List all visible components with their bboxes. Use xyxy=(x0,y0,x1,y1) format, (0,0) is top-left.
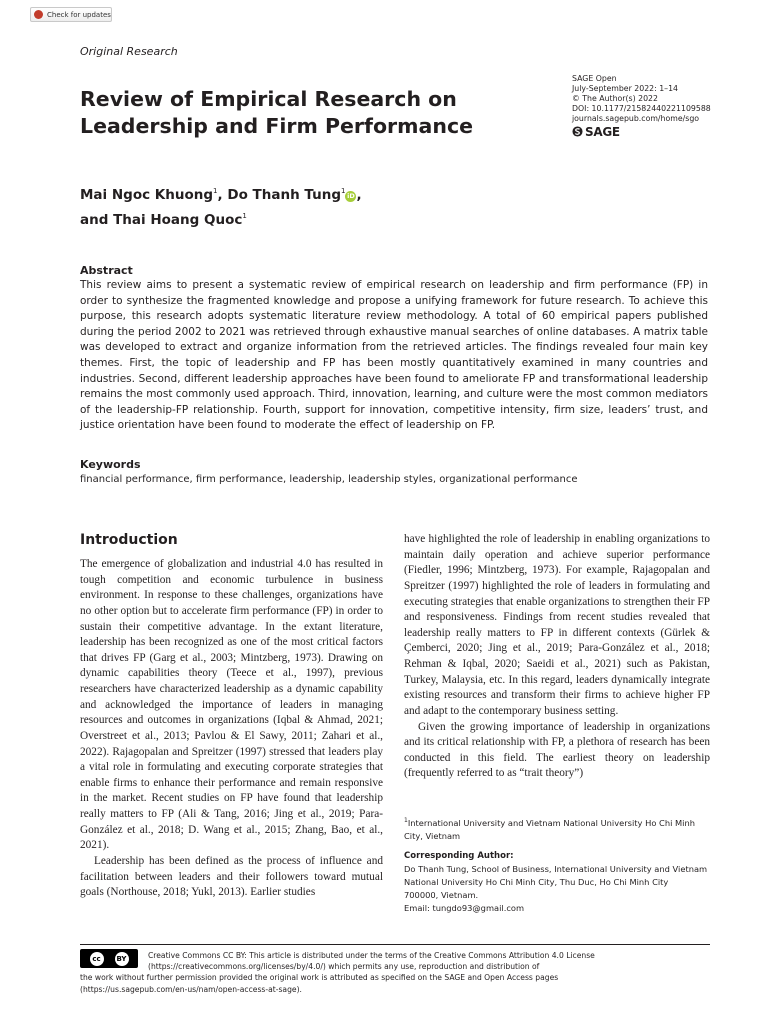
author-list: Mai Ngoc Khuong$^1$, Do Thanh Tung$^1$iD , and Thai Hoang Quoc$^1$ xyxy=(80,187,362,228)
affiliation-marker: 1 xyxy=(242,212,247,220)
creative-commons-icon: cc xyxy=(90,952,104,966)
corresponding-author-email[interactable]: Email: tungdo93@gmail.com xyxy=(404,903,525,913)
keywords-heading: Keywords xyxy=(80,458,141,471)
sage-logo-text: SAGE xyxy=(585,124,620,139)
abstract-text: This review aims to present a systematic review of empirical research on leadership and firm performance (FP) in order to synthesize the fragmented knowledge and propose a unifying framework for future research. To achieve this purpose, this research adopts systematic literature review methodology. A total of 60 empirical papers published during the period 2002 to 2021 was retrieved through exhaustive manual searches of online databases. A matrix table was developed to extract and organize information from the retrieved articles. The findings revealed four main key themes. First, the topic of leadership and FP has been mostly quantitatively examined in many countries and industries. Second, different leadership approaches have been found to ameliorate FP and transformational leadership remains the most commonly used approach. Third, innovation, learning, and culture were the most common mediators of the leadership-FP relationship. Fourth, support for innovation, competitive intensity, firm size, leaders’ trust, and justice orientation have been found to moderate the effect of leadership on FP. xyxy=(80,279,708,432)
license-line[interactable]: (https://creativecommons.org/licenses/by/4.0/) which permits any use, reproduction and distribution of xyxy=(148,962,540,972)
article-title xyxy=(80,86,500,140)
author-conjunction: and xyxy=(80,212,109,228)
corresponding-author-line: National University Ho Chi Minh City, Thu Duc, Ho Chi Minh City xyxy=(404,877,669,887)
affiliation-marker: 1 xyxy=(341,187,346,195)
affiliation-footnote xyxy=(404,815,710,842)
title-line-1: Review of Empirical Research on xyxy=(80,87,457,111)
corresponding-author-details xyxy=(404,863,710,915)
article-type-label: Original Research xyxy=(80,45,178,58)
affiliation-text: International University and Vietnam National University Ho Chi Minh City, Vietnam xyxy=(404,818,696,841)
body-paragraph: have highlighted the role of leadership in enabling organizations to maintain daily operation and achieve superior performance (Fiedler, 1996; Mintzberg, 1973). For example, Rajagopalan and Spreitzer (1997) highlighted the role of leaders in formulating and executing strategies that enable organizations to strengthen their FP and responsiveness. Findings from recent studies revealed that leadership really matters to FP in different contexts (Gürlek & Çemberci, 2020; Jing et al., 2019; Para-González et al., 2018; Rehman & Iqbal, 2020; Saeidi et al., 2021) such as Pakistan, Turkey, Malaysia, etc. In this regard, leaders dynamically integrate existing resources and transform their firms to achieve higher FP and adapt to the contemporary business setting. xyxy=(404,533,710,717)
doi[interactable]: DOI: 10.1177/21582440221109588 xyxy=(572,104,711,113)
orcid-icon[interactable]: iD xyxy=(347,192,355,200)
check-for-updates-button[interactable] xyxy=(30,7,112,22)
license-line[interactable]: (https://us.sagepub.com/en-us/nam/open-access-at-sage). xyxy=(80,984,302,994)
license-line: the work without further permission provided the original work is attributed as specified on the SAGE and Open Access pages xyxy=(80,973,559,983)
journal-info xyxy=(572,74,711,137)
title-line-2: Leadership and Firm Performance xyxy=(80,114,473,138)
corresponding-author-line: 700000, Vietnam. xyxy=(404,890,479,900)
affiliation-marker: 1 xyxy=(213,187,218,195)
footer-divider xyxy=(80,944,710,945)
introduction-heading: Introduction xyxy=(80,532,178,548)
abstract-heading: Abstract xyxy=(80,264,133,277)
update-badge-icon xyxy=(34,10,43,19)
body-paragraph: The emergence of globalization and industrial 4.0 has resulted in tough competition and economic turbulence in business environment. In response to these challenges, organizations have no other option but to accelerate firm performance (FP) in order to sustain their competitive advantage. In the extant literature, leadership has been recognized as one of the most critical factors that drives FP (Garg et al., 2003; Mintzberg, 1973). Drawing on dynamic capabilities theory (Teece et al., 1997), previous researchers have characterized leadership as a dynamic capability and acknowledged the importance of leaders in managing resources and outcomes in organizations (Iqbal & Ahmad, 2021; Overstreet et al., 2013; Pavlou & El Sawy, 2011; Zahari et al., 2022). Rajagopalan and Spreitzer (1997) stressed that leaders play a vital role in formulating and executing corporate strategies that enable firms to enhance their performance and remain responsive in the market. Recent studies on FP have found that leadership really matters to FP (Ali & Tang, 2016; Jing et al., 2019; Para-González et al., 2018; D. Wang et al., 2015; Zhang, Bao, et al., 2021). xyxy=(80,558,383,852)
author-name: Mai Ngoc Khuong xyxy=(80,187,214,203)
body-paragraph: Given the growing importance of leadership in organizations and its critical relationship with FP, a plethora of research has been conducted in this field. The earliest theory on leadership (frequently referred to as “trait theory”) xyxy=(404,720,710,780)
journal-url[interactable]: journals.sagepub.com/home/sgo xyxy=(572,114,700,123)
license-text xyxy=(80,950,720,995)
corresponding-author-line: Do Thanh Tung, School of Business, International University and Vietnam xyxy=(404,864,708,874)
corresponding-author-heading: Corresponding Author: xyxy=(404,851,514,861)
attribution-icon: BY xyxy=(115,952,129,966)
journal-name: SAGE Open xyxy=(572,74,617,83)
author-name: Do Thanh Tung xyxy=(227,187,342,203)
sage-logo-icon xyxy=(572,126,583,137)
body-column-right xyxy=(404,532,710,782)
body-column-left xyxy=(80,557,383,901)
author-name: Thai Hoang Quoc xyxy=(113,212,243,228)
keywords-text: financial performance, firm performance, leadership, leadership styles, organizational performance xyxy=(80,474,578,485)
footnote-marker: 1 xyxy=(404,817,408,824)
license-line: Creative Commons CC BY: This article is distributed under the terms of the Creative Commons Attribution 4.0 License xyxy=(148,951,595,960)
body-paragraph: Leadership has been defined as the process of influence and facilitation between leaders and their followers toward mutual goals (Northouse, 2018; Yukl, 2013). Earlier studies xyxy=(80,854,383,899)
sage-logo xyxy=(572,126,711,137)
journal-issue: July-September 2022: 1–14 xyxy=(572,84,679,93)
check-for-updates-label: Check for updates xyxy=(47,10,111,19)
copyright: © The Author(s) 2022 xyxy=(572,94,658,103)
